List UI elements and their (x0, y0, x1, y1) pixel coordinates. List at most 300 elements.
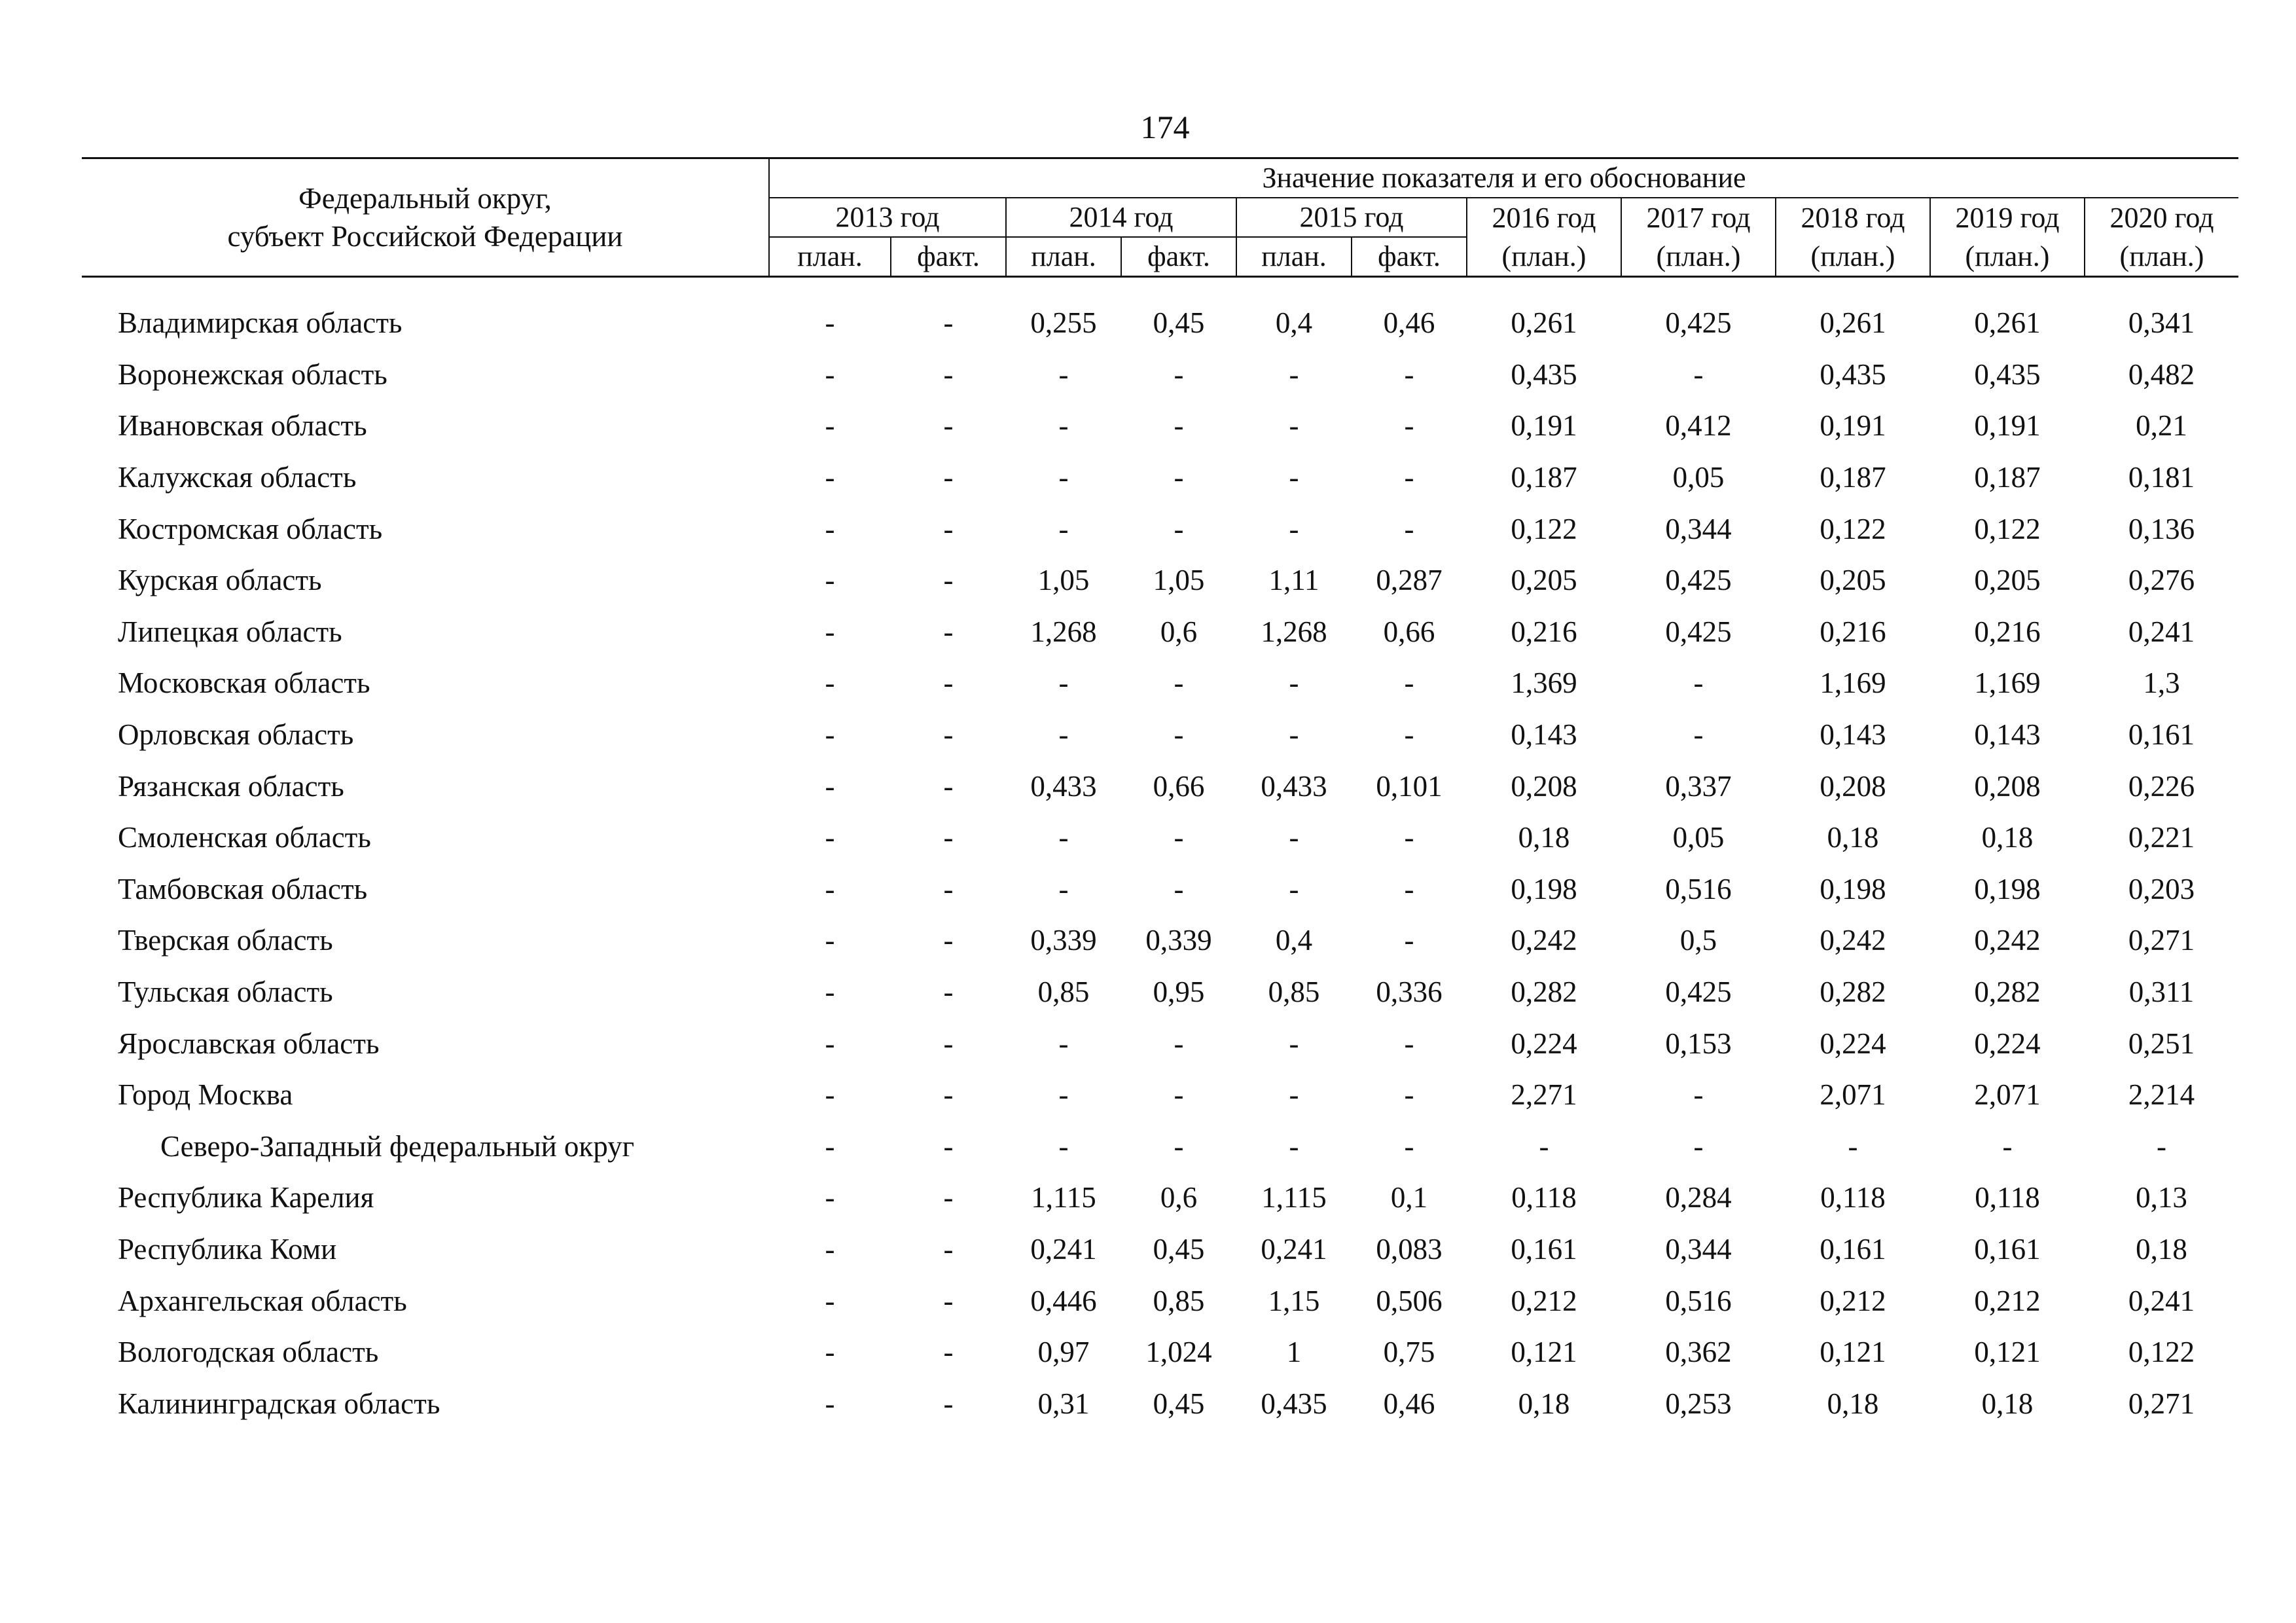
region-column-header (82, 158, 769, 277)
value-cell: - (1404, 409, 1414, 443)
region-header-line-2: субъект Российской Федерации (227, 220, 623, 253)
value-cell: 0,261 (1974, 306, 2041, 340)
region-name-cell: Ивановская область (118, 409, 367, 443)
value-cell: 0,446 (1030, 1284, 1097, 1317)
value-cell: - (825, 1232, 835, 1266)
value-cell: 0,46 (1383, 1387, 1435, 1420)
table-row (82, 400, 2238, 452)
value-cell: 0,241 (1261, 1232, 1327, 1266)
value-cell: - (825, 512, 835, 545)
value-cell: 0,118 (1820, 1181, 1886, 1214)
value-cell: - (1693, 1078, 1704, 1112)
value-cell: - (1058, 666, 1069, 700)
region-name-cell: Тверская область (118, 924, 333, 957)
value-cell: 1,05 (1153, 564, 1205, 597)
value-cell: - (1058, 357, 1069, 391)
value-cell: - (1289, 357, 1299, 391)
value-cell: 0,241 (2128, 1284, 2195, 1317)
value-cell: 0,95 (1153, 976, 1205, 1009)
value-cell: 1,11 (1268, 564, 1319, 597)
value-cell: 0,216 (1820, 615, 1886, 648)
value-cell: - (825, 1181, 835, 1214)
value-cell: 0,118 (1975, 1181, 2040, 1214)
table-row (82, 1224, 2238, 1275)
value-cell: - (825, 1027, 835, 1060)
value-cell: 0,208 (1820, 769, 1886, 803)
value-cell: - (1058, 409, 1069, 443)
value-cell: 0,336 (1376, 976, 1443, 1009)
value-cell: 0,18 (1518, 1387, 1570, 1420)
value-cell: - (825, 976, 835, 1009)
value-cell: 0,6 (1160, 1181, 1198, 1214)
value-cell: 2,271 (1511, 1078, 1577, 1112)
value-cell: 0,121 (1511, 1336, 1577, 1369)
value-cell: - (825, 1284, 835, 1317)
region-name-cell: Костромская область (118, 512, 383, 545)
value-cell: 0,136 (2128, 512, 2195, 545)
value-cell: 0,187 (1974, 461, 2041, 494)
value-group-header: Значение показателя и его обоснование (769, 158, 2238, 198)
value-cell: - (1693, 718, 1704, 752)
value-cell: - (1404, 666, 1414, 700)
value-cell: - (825, 924, 835, 957)
value-cell: 0,161 (1820, 1232, 1886, 1266)
value-cell: 0,425 (1665, 976, 1732, 1009)
value-cell: 0,362 (1665, 1336, 1732, 1369)
table-row (82, 349, 2238, 401)
region-name-cell: Архангельская область (118, 1284, 407, 1317)
value-cell: - (1404, 357, 1414, 391)
value-cell: 0,435 (1820, 357, 1886, 391)
value-cell: 0,339 (1145, 924, 1212, 957)
value-cell: 0,205 (1820, 564, 1886, 597)
value-cell: - (1404, 872, 1414, 905)
value-cell: 1,169 (1974, 666, 2041, 700)
value-cell: 0,083 (1376, 1232, 1443, 1266)
value-cell: 2,071 (1820, 1078, 1886, 1112)
value-cell: 0,271 (2128, 924, 2195, 957)
value-cell: - (1404, 461, 1414, 494)
value-cell: 0,435 (1261, 1387, 1327, 1420)
value-cell: - (943, 872, 954, 905)
value-cell: - (825, 1129, 835, 1163)
value-cell: 0,118 (1511, 1181, 1577, 1214)
value-cell: 0,242 (1820, 924, 1886, 957)
indicator-table (82, 157, 2238, 1429)
value-cell: - (825, 306, 835, 340)
value-cell: 0,261 (1511, 306, 1577, 340)
value-cell: - (943, 1078, 954, 1112)
value-cell: 0,516 (1665, 1284, 1732, 1317)
table-row (82, 709, 2238, 761)
value-cell: - (943, 1284, 954, 1317)
value-cell: - (825, 357, 835, 391)
value-cell: 0,6 (1160, 615, 1198, 648)
value-cell: - (1174, 718, 1184, 752)
district-row (82, 1121, 2238, 1173)
value-cell: - (1289, 872, 1299, 905)
value-cell: 0,425 (1665, 306, 1732, 340)
year-2016-header: 2016 год (1467, 198, 1621, 237)
value-cell: - (2157, 1129, 2166, 1163)
table-row (82, 1275, 2238, 1326)
value-cell: - (1289, 718, 1299, 752)
value-cell: 0,433 (1030, 769, 1097, 803)
value-cell: 0,191 (1820, 409, 1886, 443)
value-cell: 0,66 (1153, 769, 1205, 803)
plan-2018-header: (план.) (1776, 237, 1930, 277)
region-name-cell: Курская область (118, 564, 322, 597)
value-cell: 1,05 (1037, 564, 1090, 597)
value-cell: 2,214 (2128, 1078, 2195, 1112)
value-cell: 0,161 (2128, 718, 2195, 752)
value-cell: - (943, 1027, 954, 1060)
plan-2014-header: план. (1006, 237, 1121, 277)
value-cell: 0,4 (1275, 306, 1313, 340)
value-cell: 0,284 (1665, 1181, 1732, 1214)
value-cell: 0,208 (1974, 769, 2041, 803)
region-name-cell: Московская область (118, 666, 370, 700)
region-name-cell: Калужская область (118, 461, 357, 494)
value-cell: - (1289, 1078, 1299, 1112)
value-cell: 0,121 (1820, 1336, 1886, 1369)
value-cell: - (1058, 718, 1069, 752)
value-cell: 0,191 (1511, 409, 1577, 443)
fact-2014-header: факт. (1121, 237, 1236, 277)
value-cell: 0,253 (1665, 1387, 1732, 1420)
table-row (82, 657, 2238, 709)
value-cell: - (1404, 924, 1414, 957)
value-cell: 0,161 (1974, 1232, 2041, 1266)
year-2019-header: 2019 год (1930, 198, 2085, 237)
region-name-cell: Рязанская область (118, 769, 344, 803)
value-cell: - (1404, 512, 1414, 545)
value-cell: - (1289, 1027, 1299, 1060)
value-cell: 0,516 (1665, 872, 1732, 905)
value-cell: - (825, 769, 835, 803)
region-name-cell: Тамбовская область (118, 872, 368, 905)
value-cell: 0,161 (1511, 1232, 1577, 1266)
value-cell: - (2002, 1129, 2013, 1163)
plan-2015-header: план. (1236, 237, 1352, 277)
value-cell: - (1289, 821, 1299, 854)
table-body (82, 277, 2238, 1430)
value-cell: 0,242 (1974, 924, 2041, 957)
value-cell: 0,1 (1390, 1181, 1428, 1214)
value-cell: - (1058, 1027, 1069, 1060)
region-name-cell: Ярославская область (118, 1027, 380, 1060)
value-cell: 0,143 (1820, 718, 1886, 752)
value-cell: - (943, 1232, 954, 1266)
value-cell: 0,31 (1037, 1387, 1090, 1420)
value-cell: 0,287 (1376, 564, 1443, 597)
value-cell: 0,18 (1981, 821, 2034, 854)
value-cell: - (1289, 1129, 1299, 1163)
value-cell: 0,203 (2128, 872, 2195, 905)
value-cell: - (825, 821, 835, 854)
value-cell: 0,198 (1511, 872, 1577, 905)
value-cell: - (1058, 461, 1069, 494)
value-cell: - (943, 1336, 954, 1369)
table-row (82, 1017, 2238, 1069)
value-cell: - (825, 564, 835, 597)
value-cell: 0,339 (1030, 924, 1097, 957)
value-cell: - (1174, 512, 1184, 545)
value-cell: - (1693, 666, 1704, 700)
value-cell: 0,5 (1679, 924, 1717, 957)
plan-2013-header: план. (769, 237, 891, 277)
value-cell: 0,18 (1827, 1387, 1879, 1420)
value-cell: 1 (1286, 1336, 1302, 1369)
value-cell: 0,18 (1981, 1387, 2034, 1420)
value-cell: 0,97 (1037, 1336, 1090, 1369)
value-cell: 0,18 (2136, 1232, 2187, 1266)
value-cell: 0,425 (1665, 615, 1732, 648)
table-row (82, 812, 2238, 864)
value-cell: 0,181 (2128, 461, 2195, 494)
region-name-cell: Орловская область (118, 718, 354, 752)
value-cell: 0,255 (1030, 306, 1097, 340)
value-cell: 0,212 (1511, 1284, 1577, 1317)
table-row (82, 966, 2238, 1018)
value-cell: 0,75 (1383, 1336, 1435, 1369)
table-header (82, 158, 2238, 277)
value-cell: 0,282 (1820, 976, 1886, 1009)
value-cell: - (943, 769, 954, 803)
value-cell: 0,122 (1974, 512, 2041, 545)
value-cell: 0,241 (1030, 1232, 1097, 1266)
value-cell: 0,208 (1511, 769, 1577, 803)
value-cell: 0,46 (1383, 306, 1435, 340)
value-cell: - (1174, 409, 1184, 443)
table-row (82, 277, 2238, 349)
region-name-cell: Воронежская область (118, 357, 387, 391)
value-cell: - (943, 976, 954, 1009)
value-cell: - (1539, 1129, 1549, 1163)
value-cell: 0,153 (1665, 1027, 1732, 1060)
value-cell: 0,45 (1153, 1387, 1205, 1420)
value-cell: - (943, 306, 954, 340)
district-name-cell: Северо-Западный федеральный округ (160, 1129, 635, 1163)
value-cell: - (1174, 666, 1184, 700)
value-cell: 0,242 (1511, 924, 1577, 957)
region-name-cell: Липецкая область (118, 615, 342, 648)
value-cell: 0,276 (2128, 564, 2195, 597)
value-cell: - (825, 718, 835, 752)
table-row (82, 606, 2238, 658)
value-cell: - (1289, 512, 1299, 545)
value-cell: 1,169 (1820, 666, 1886, 700)
year-2014-header: 2014 год (1006, 198, 1236, 237)
value-cell: 0,224 (1974, 1027, 2041, 1060)
table-row (82, 864, 2238, 915)
year-2020-header: 2020 год (2085, 198, 2238, 237)
table-row (82, 503, 2238, 555)
value-cell: 0,216 (1511, 615, 1577, 648)
value-cell: - (1404, 1078, 1414, 1112)
value-cell: - (943, 924, 954, 957)
value-cell: - (825, 615, 835, 648)
year-2013-header: 2013 год (769, 198, 1006, 237)
value-cell: 0,205 (1974, 564, 2041, 597)
value-cell: 0,198 (1820, 872, 1886, 905)
value-cell: - (825, 409, 835, 443)
region-name-cell: Республика Карелия (118, 1181, 374, 1214)
table-row (82, 915, 2238, 966)
value-cell: 0,224 (1820, 1027, 1886, 1060)
value-cell: 0,122 (1511, 512, 1577, 545)
value-cell: 0,251 (2128, 1027, 2195, 1060)
value-cell: 0,271 (2128, 1387, 2195, 1420)
region-name-cell: Вологодская область (118, 1336, 379, 1369)
value-cell: 0,241 (2128, 615, 2195, 648)
value-cell: 0,344 (1665, 512, 1732, 545)
year-2018-header: 2018 год (1776, 198, 1930, 237)
value-cell: 0,435 (1974, 357, 2041, 391)
value-cell: - (943, 1129, 954, 1163)
value-cell: - (943, 821, 954, 854)
table-row (82, 555, 2238, 606)
value-cell: - (825, 461, 835, 494)
value-cell: - (943, 718, 954, 752)
table-row (82, 1326, 2238, 1378)
plan-2016-header: (план.) (1467, 237, 1621, 277)
value-cell: 1,024 (1145, 1336, 1212, 1369)
fact-2013-header: факт. (891, 237, 1006, 277)
value-cell: 0,506 (1376, 1284, 1443, 1317)
value-cell: 1,3 (2143, 666, 2180, 700)
value-cell: - (1693, 357, 1704, 391)
value-cell: - (1693, 1129, 1704, 1163)
value-cell: - (1404, 821, 1414, 854)
region-name-cell: Калининградская область (118, 1387, 440, 1420)
region-header-line-1: Федеральный округ, (298, 182, 552, 215)
value-cell: 0,226 (2128, 769, 2195, 803)
value-cell: 1,115 (1261, 1181, 1327, 1214)
value-cell: - (1404, 1027, 1414, 1060)
value-cell: - (1848, 1129, 1858, 1163)
value-cell: 0,344 (1665, 1232, 1732, 1266)
value-cell: 0,221 (2128, 821, 2195, 854)
table-row (82, 1377, 2238, 1429)
plan-2017-header: (план.) (1621, 237, 1776, 277)
value-cell: 0,45 (1153, 306, 1205, 340)
value-cell: - (1289, 461, 1299, 494)
table-row (82, 1172, 2238, 1224)
value-cell: - (1174, 1129, 1184, 1163)
value-cell: 0,21 (2136, 409, 2187, 443)
value-cell: 0,05 (1672, 461, 1725, 494)
value-cell: 0,412 (1665, 409, 1732, 443)
value-cell: 0,66 (1383, 615, 1435, 648)
value-cell: 0,212 (1974, 1284, 2041, 1317)
value-cell: - (943, 1181, 954, 1214)
value-cell: - (1058, 1078, 1069, 1112)
value-cell: - (1058, 872, 1069, 905)
value-cell: 0,85 (1153, 1284, 1205, 1317)
value-cell: 0,425 (1665, 564, 1732, 597)
value-cell: 0,212 (1820, 1284, 1886, 1317)
table-row (82, 452, 2238, 503)
value-cell: 0,85 (1037, 976, 1090, 1009)
value-cell: 0,216 (1974, 615, 2041, 648)
table-row (82, 760, 2238, 812)
value-cell: 0,122 (2128, 1336, 2195, 1369)
value-cell: - (1404, 1129, 1414, 1163)
value-cell: 0,337 (1665, 769, 1732, 803)
value-cell: 0,13 (2136, 1181, 2187, 1214)
value-cell: - (1174, 357, 1184, 391)
value-cell: - (1289, 666, 1299, 700)
value-cell: 0,45 (1153, 1232, 1205, 1266)
value-cell: - (1058, 512, 1069, 545)
value-cell: - (943, 512, 954, 545)
value-cell: - (825, 1078, 835, 1112)
value-cell: - (943, 1387, 954, 1420)
value-cell: - (943, 409, 954, 443)
value-cell: - (1058, 1129, 1069, 1163)
value-cell: 1,15 (1268, 1284, 1320, 1317)
value-cell: 0,187 (1820, 461, 1886, 494)
year-2017-header: 2017 год (1621, 198, 1776, 237)
value-cell: 0,101 (1376, 769, 1443, 803)
value-cell: - (943, 666, 954, 700)
value-cell: 0,187 (1511, 461, 1577, 494)
value-cell: 0,261 (1820, 306, 1886, 340)
value-cell: - (1404, 718, 1414, 752)
region-name-cell: Город Москва (118, 1078, 293, 1112)
value-cell: - (825, 1336, 835, 1369)
value-cell: 0,121 (1974, 1336, 2041, 1369)
value-cell: 0,143 (1511, 718, 1577, 752)
value-cell: - (1174, 1027, 1184, 1060)
table-row (82, 1069, 2238, 1121)
value-cell: - (1289, 409, 1299, 443)
value-cell: 0,191 (1974, 409, 2041, 443)
region-name-cell: Владимирская область (118, 306, 403, 340)
value-cell: - (943, 615, 954, 648)
value-cell: 0,341 (2128, 306, 2195, 340)
indicator-table-wrap (82, 157, 2238, 1429)
value-cell: 0,282 (1511, 976, 1577, 1009)
value-cell: 0,435 (1511, 357, 1577, 391)
value-cell: 1,268 (1261, 615, 1327, 648)
value-cell: 1,268 (1030, 615, 1097, 648)
value-cell: - (943, 461, 954, 494)
value-cell: 0,205 (1511, 564, 1577, 597)
plan-2020-header: (план.) (2085, 237, 2238, 277)
value-cell: 0,05 (1672, 821, 1725, 854)
value-cell: 1,115 (1031, 1181, 1096, 1214)
value-cell: - (825, 1387, 835, 1420)
region-name-cell: Республика Коми (118, 1232, 337, 1266)
value-cell: - (943, 357, 954, 391)
value-cell: - (943, 564, 954, 597)
value-cell: - (1174, 461, 1184, 494)
value-cell: - (1058, 821, 1069, 854)
value-cell: 0,282 (1974, 976, 2041, 1009)
value-cell: 0,18 (1827, 821, 1879, 854)
value-cell: 1,369 (1511, 666, 1577, 700)
plan-2019-header: (план.) (1930, 237, 2085, 277)
value-cell: 2,071 (1974, 1078, 2041, 1112)
year-2015-header: 2015 год (1236, 198, 1467, 237)
value-cell: 0,311 (2128, 976, 2195, 1009)
value-cell: 0,85 (1268, 976, 1320, 1009)
value-cell: 0,18 (1518, 821, 1570, 854)
page-number: 174 (1140, 109, 1190, 145)
value-cell: 0,122 (1820, 512, 1886, 545)
